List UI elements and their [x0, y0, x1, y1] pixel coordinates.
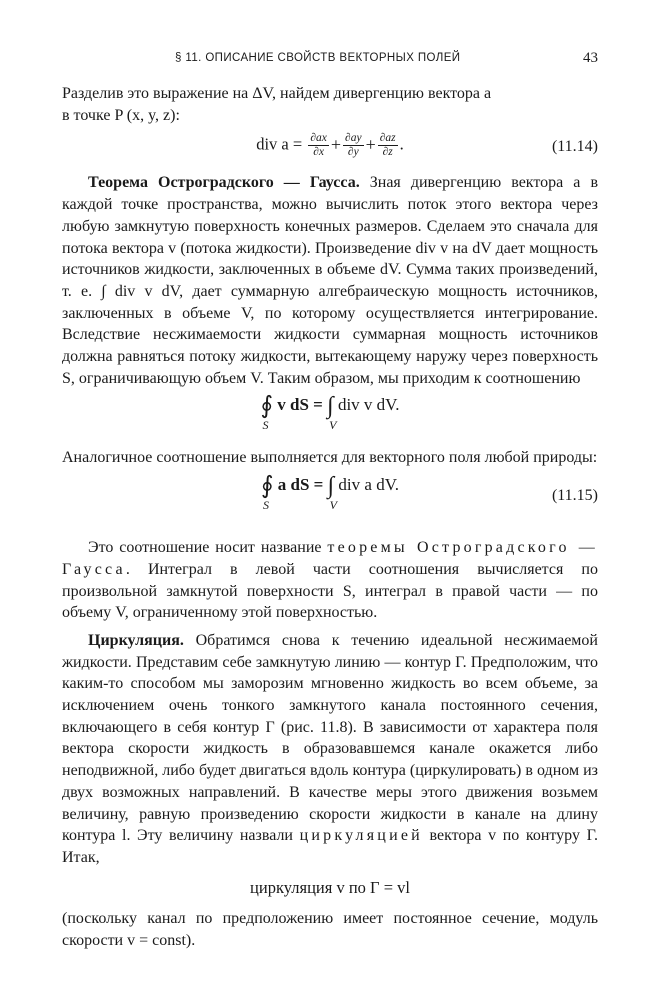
equation-flux-v: ∮ S v dS = ∫ V div v dV. [260, 393, 400, 433]
intro-line-2: в точке P (x, y, z): [62, 106, 180, 124]
eq-div-lhs: div a = [256, 134, 303, 154]
equation-circulation: циркуляция v по Г = vl [250, 877, 410, 897]
page-number: 43 [583, 50, 598, 66]
analog-paragraph: Аналогичное соотношение выполняется для векторного поля любой природы: [62, 449, 598, 467]
spaced-term: теоремы Остроградского — Гаусса [62, 539, 598, 578]
circulation-heading: Циркуляция. [88, 631, 184, 649]
running-header [60, 50, 600, 70]
integral-icon: ∫ V [327, 473, 337, 513]
closed-integral-icon: ∮ S [260, 473, 274, 513]
spaced-term: циркуляцией [299, 827, 423, 845]
theorem-text: Зная дивергенцию вектора a в каждой точке пространства, можно вычислить поток этого вектора через любую замкнутую поверхность конечных размеров. Сделаем это сначала для потока вектора v (потока жидкости). Произведение div v на dV дает мощность источников жидкости, заключенных в объеме dV. Сумма таких произведений, т. е. ∫ div v dV, дает суммарную алгебраическую мощность источников, заключенных в объеме V, по которому осуществляется интегрирование. Вследствие несжимаемости жидкости суммарная мощность источников должна равняться потоку жидкости, вытекающему наружу через поверхность S, ограничивающую объем V. Таким образом, мы приходим к соотношению [62, 174, 598, 387]
equation-flux-a: ∮ S a dS = ∫ V div a dV. (11.15) [260, 473, 598, 513]
final-paragraph: (поскольку канал по предположению имеет постоянное сечение, модуль скорости v = const). [62, 910, 598, 950]
closed-integral-icon: ∮ S [260, 393, 273, 433]
equation-divergence: div a = $\frac{\partial ax}{\partial x}$ + $\frac{\partial ay}{\partial y}$ + $\frac{\partial az}{\partial z}$ . (11.14) [256, 132, 598, 159]
circulation-paragraph: Циркуляция. Обратимся снова к течению идеальной несжимаемой жидкости. Представим себе замкнутую линию — контур Г. Предположим, что каким-то способом мы заморозим мгновенно жидкость во всем объеме, за исключением очень тонкого замкнутого канала постоянного сечения, включающего в себя контур Г (рис. 11.8). В зависимости от характера поля вектора скорости жидкость в образовавшемся канале окажется либо неподвижной, либо будет двигаться вдоль контура (циркулировать) в одном из двух возможных направлений. В качестве меры этого движения возьмем величину, равную произведению скорости жидкости в канале на длину контура l. Эту величину назвали циркуляцией вектора v по контуру Г. Итак, [62, 631, 599, 866]
fraction-z: $\frac{\partial az}{\partial z}$ [379, 132, 396, 159]
fraction-y: $\frac{\partial ay}{\partial y}$ [345, 132, 362, 159]
theorem-heading: Теорема Остроградского — Гаусса. [88, 174, 360, 192]
section-title: § 11. ОПИСАНИЕ СВОЙСТВ ВЕКТОРНЫХ ПОЛЕЙ [175, 52, 461, 64]
theorem-name-paragraph: Это соотношение носит название теоремы Остроградского — Гаусса. Интеграл в левой части соотношения вычисляется по произвольной замкнутой поверхности S, интеграл в правой части — по объему V, ограниченному этой поверхностью. [62, 539, 598, 622]
theorem-paragraph [62, 172, 598, 389]
equation-number: (11.15) [551, 487, 598, 505]
intro-line-1: Разделив это выражение на ΔV, найдем дивергенцию вектора a [62, 85, 492, 102]
equation-number: (11.14) [551, 138, 598, 156]
intro-paragraph [62, 83, 598, 126]
body-text [62, 83, 598, 952]
integral-icon: ∫ V [327, 393, 337, 433]
fraction-x: $\frac{\partial ax}{\partial x}$ [310, 132, 327, 159]
